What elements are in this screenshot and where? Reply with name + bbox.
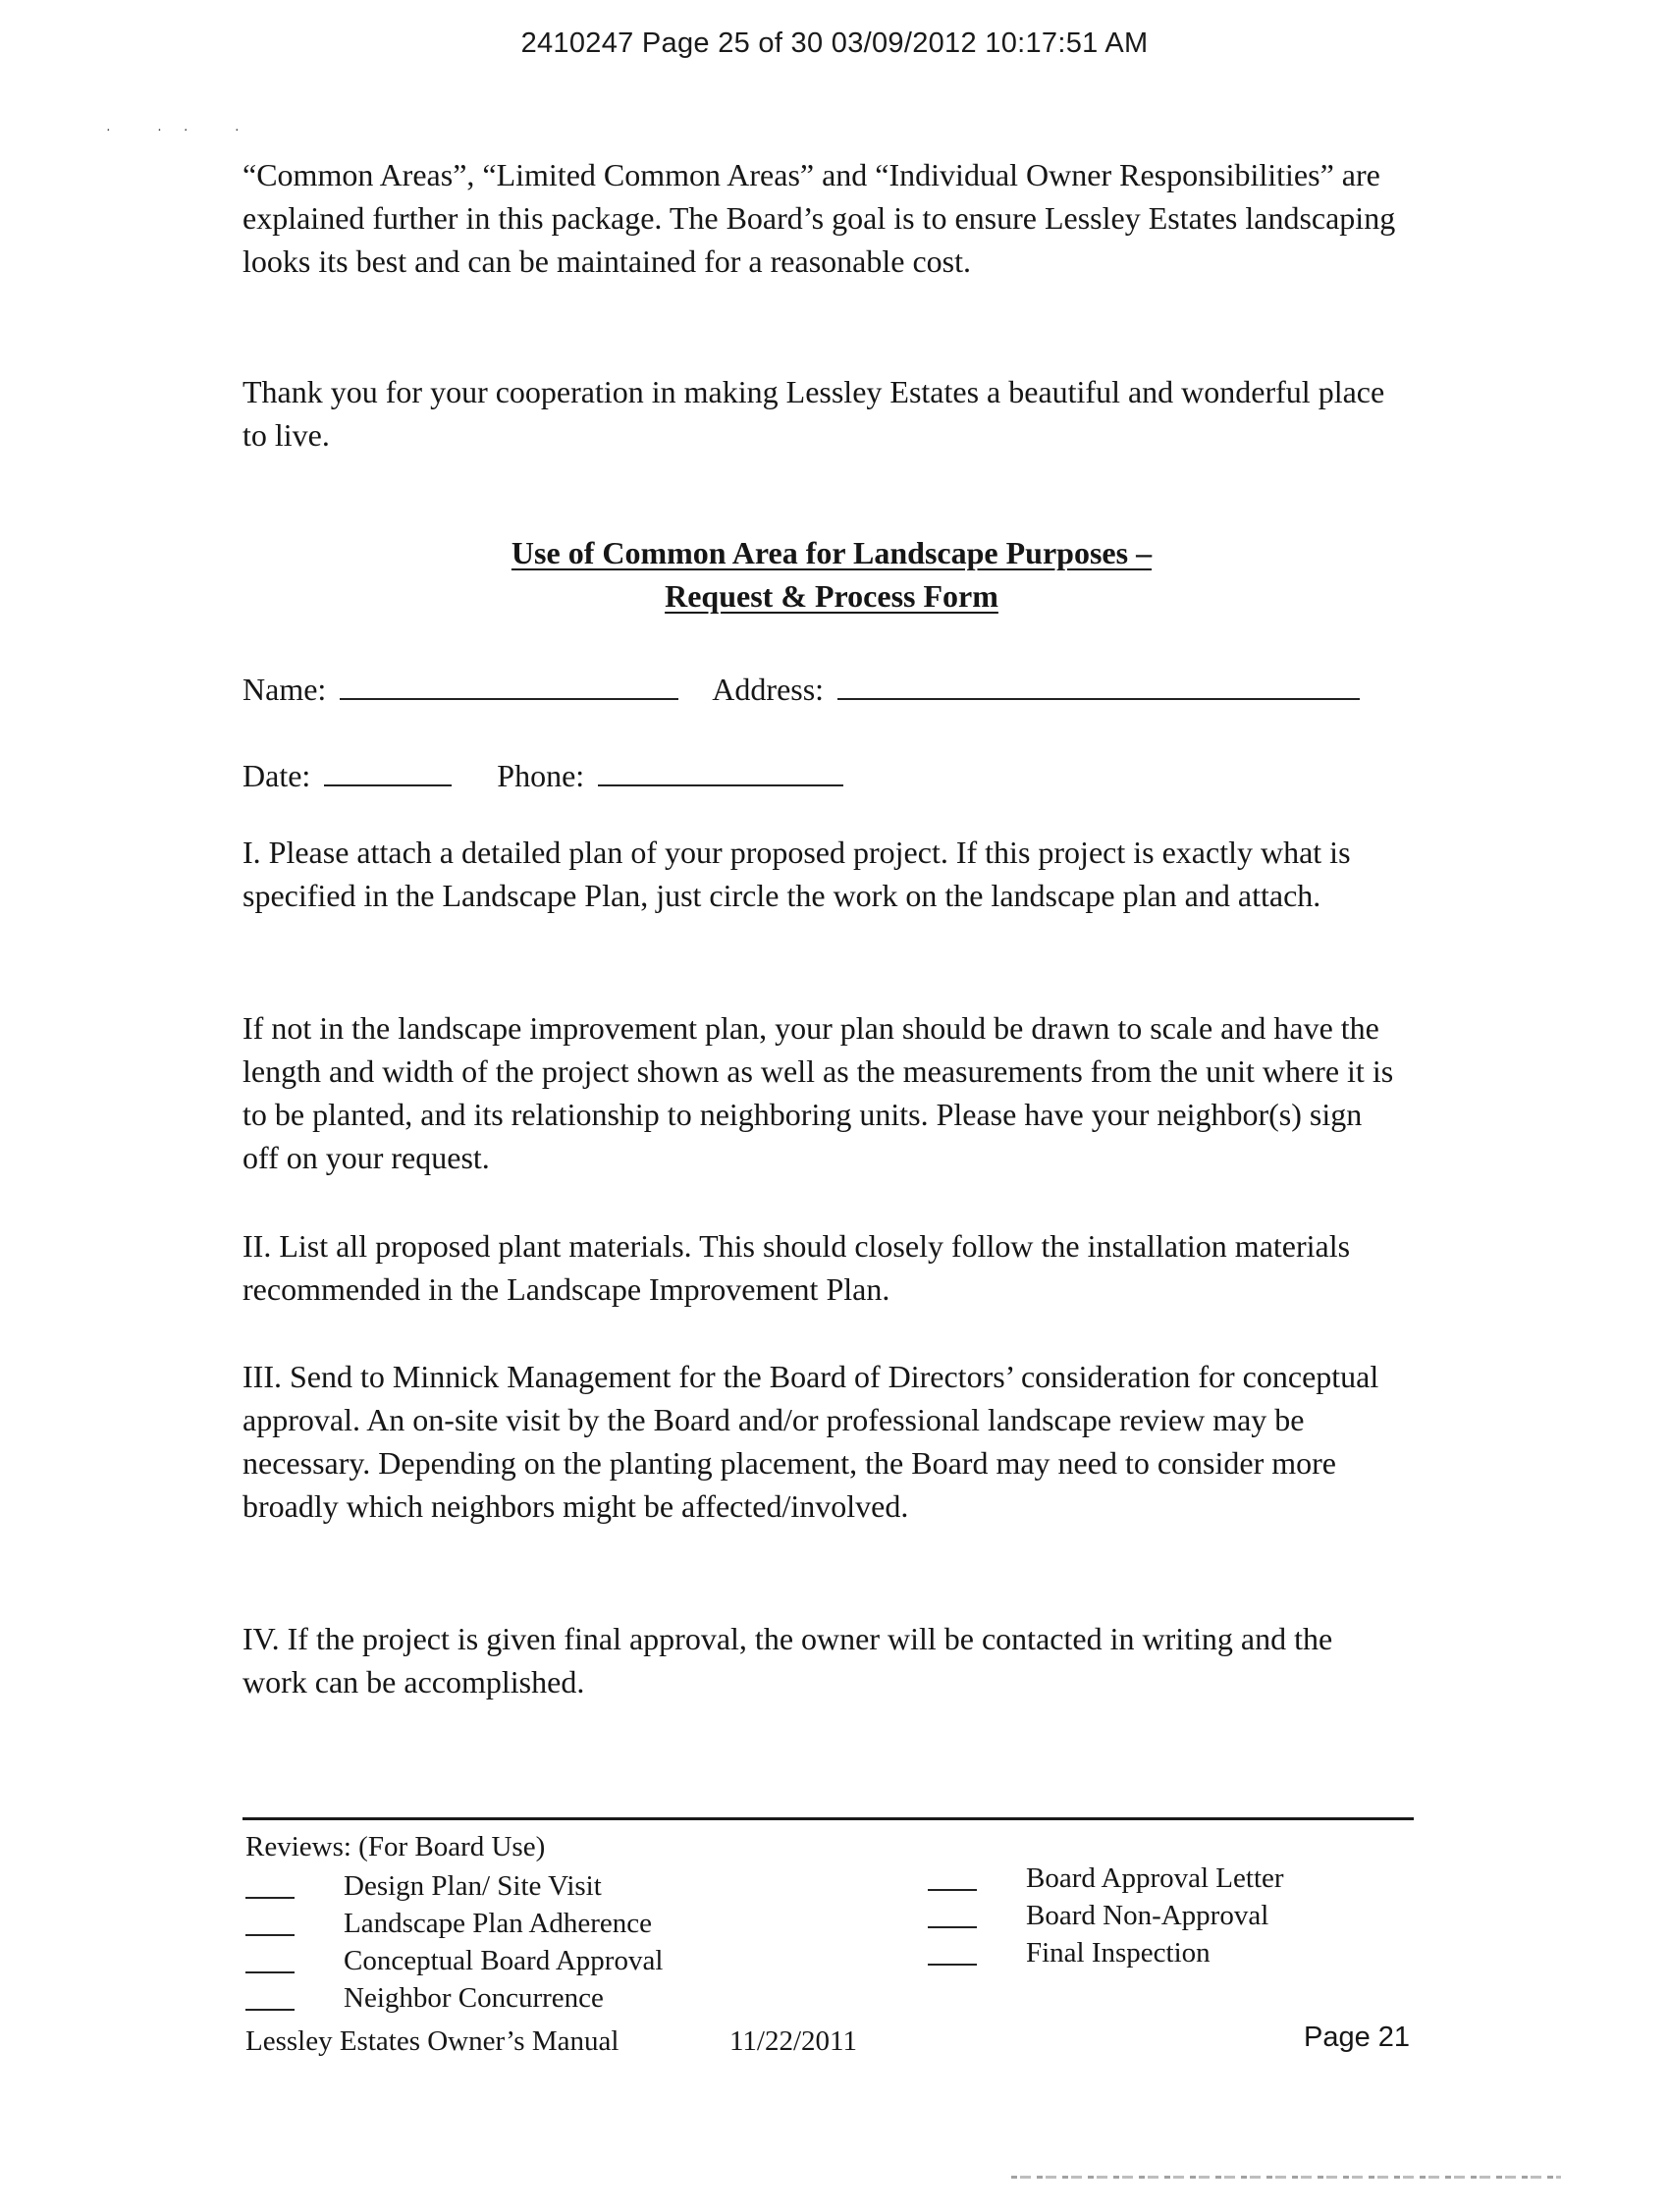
step-4: IV. If the project is given final approval, the owner will be contacted in writing and the work can be accomplished. (242, 1621, 1333, 1699)
review-label: Design Plan/ Site Visit (344, 1870, 602, 1902)
review-checkbox-line[interactable] (245, 1897, 295, 1899)
form-title (242, 531, 1421, 618)
phone-label: Phone: (497, 758, 585, 793)
fax-header: 2410247 Page 25 of 30 03/09/2012 10:17:51 AM (520, 27, 1149, 59)
scan-specks: · ·· · (106, 124, 261, 138)
review-label: Neighbor Concurrence (344, 1982, 604, 2014)
thanks-paragraph: Thank you for your cooperation in making Lessley Estates a beautiful and wonderful place to live. (242, 374, 1385, 453)
phone-blank[interactable] (598, 755, 843, 786)
form-title-line1: Use of Common Area for Landscape Purposes – (511, 535, 1153, 570)
step-1-note: If not in the landscape improvement plan, your plan should be drawn to scale and have the length and width of the project shown as well as the measurements from the unit where it is to be planted, and its relationship to neighboring units. Please have your neighbor(s) sign off on your request. (242, 1010, 1394, 1175)
step-2: II. List all proposed plant materials. This should closely follow the installation materials recommended in the Landscape Improvement Plan. (242, 1228, 1351, 1307)
footer-manual-title: Lessley Estates Owner’s Manual (245, 2025, 619, 2057)
address-blank[interactable] (837, 669, 1360, 700)
review-checkbox-line[interactable] (928, 1926, 977, 1928)
name-address-row (242, 668, 1360, 711)
name-blank[interactable] (340, 669, 678, 700)
step-1: I. Please attach a detailed plan of your proposed project. If this project is exactly what is specified in the Landscape Plan, just circle the work on the landscape plan and attach. (242, 835, 1351, 913)
reviews-divider (242, 1817, 1414, 1820)
review-label: Final Inspection (1026, 1937, 1211, 1969)
name-label: Name: (242, 672, 327, 707)
reviews-heading: Reviews: (For Board Use) (245, 1831, 546, 1862)
review-checkbox-line[interactable] (245, 2009, 295, 2011)
address-label: Address: (712, 672, 825, 707)
footer-page-number: Page 21 (1304, 2022, 1411, 2053)
review-checkbox-line[interactable] (245, 1971, 295, 1973)
step-3: III. Send to Minnick Management for the Board of Directors’ consideration for conceptual approval. An on-site visit by the Board and/or professional landscape review may be necessary. Depending on the planting placement, the Board may need to consider more broadly which neighbors might be affected/involved. (242, 1359, 1379, 1524)
review-checkbox-line[interactable] (245, 1934, 295, 1936)
date-phone-row (242, 754, 843, 797)
form-title-line2: Request & Process Form (665, 578, 998, 614)
review-label: Board Non-Approval (1026, 1900, 1269, 1931)
footer-date: 11/22/2011 (729, 2025, 857, 2057)
review-label: Conceptual Board Approval (344, 1945, 664, 1976)
intro-paragraph: “Common Areas”, “Limited Common Areas” and “Individual Owner Responsibilities” are explained further in this package. The Board’s goal is to ensure Lessley Estates landscaping looks its best and can be maintained for a reasonable cost. (242, 157, 1396, 279)
review-checkbox-line[interactable] (928, 1889, 977, 1891)
review-label: Board Approval Letter (1026, 1862, 1284, 1894)
review-checkbox-line[interactable] (928, 1964, 977, 1966)
review-label: Landscape Plan Adherence (344, 1908, 653, 1939)
date-label: Date: (242, 758, 311, 793)
date-blank[interactable] (324, 755, 452, 786)
scan-noise-line (1011, 2176, 1561, 2179)
